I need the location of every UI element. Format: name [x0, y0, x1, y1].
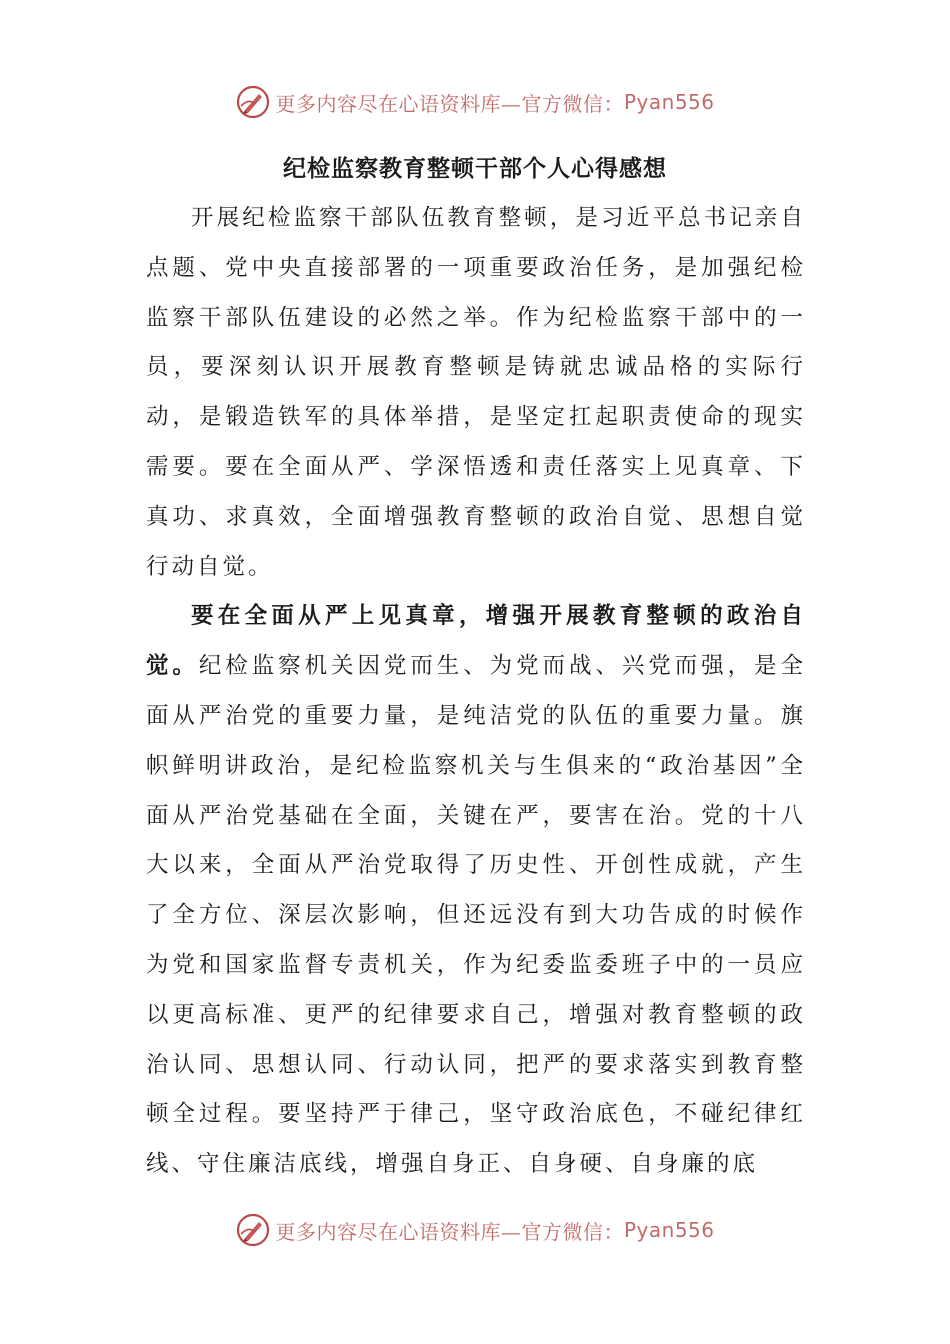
document-body — [146, 194, 806, 1190]
paragraph-1: 开展纪检监察干部队伍教育整顿，是习近平总书记亲自点题、党中央直接部署的一项重要政治任务，是加强纪检监察干部队伍建设的必然之举。作为纪检监察干部中的一员，要深刻认识开展教育整顿是铸就忠诚品格的实际行动，是锻造铁军的具体举措，是坚定扛起职责使命的现实需要。要在全面从严、学深悟透和责任落实上见真章、下真功、求真效，全面增强教育整顿的政治自觉、思想自觉行动自觉。 — [146, 205, 806, 580]
paragraph-2-body: 纪检监察机关因党而生、为党而战、兴党而强，是全面从严治党的重要力量，是纯洁党的队伍的重要力量。旗帜鲜明讲政治，是纪检监察机关与生俱来的“政治基因”全面从严治党基础在全面，关键在严，要害在治。党的十八大以来，全面从严治党取得了历史性、开创性成就，产生了全方位、深层次影响，但还远没有到大功告成的时候作为党和国家监督专责机关，作为纪委监委班子中的一员应以更高标准、更严的纪律要求自己，增强对教育整顿的政治认同、思想认同、行动认同，把严的要求落实到教育整顿全过程。要坚持严于律己，坚守政治底色，不碰纪律红线、守住廉洁底线，增强自身正、自身硬、自身廉的底 — [146, 653, 806, 1178]
watermark-banner-top — [0, 82, 950, 122]
pen-logo-icon — [235, 84, 271, 120]
watermark-wechat-id: Pyan556 — [623, 1218, 715, 1242]
watermark-wechat-id: Pyan556 — [623, 90, 715, 114]
watermark-text: 更多内容尽在心语资料库—官方微信： — [275, 1219, 624, 1244]
document-title: 纪检监察教育整顿干部个人心得感想 — [283, 156, 667, 182]
paragraph-2 — [146, 592, 806, 1190]
watermark-banner-bottom — [0, 1210, 950, 1250]
pen-logo-icon — [235, 1212, 271, 1248]
watermark-text: 更多内容尽在心语资料库—官方微信： — [275, 91, 624, 116]
paragraph-2-lead: 要在全面从严上见真章，增强开展教育整顿的政治自觉。 — [146, 603, 806, 680]
